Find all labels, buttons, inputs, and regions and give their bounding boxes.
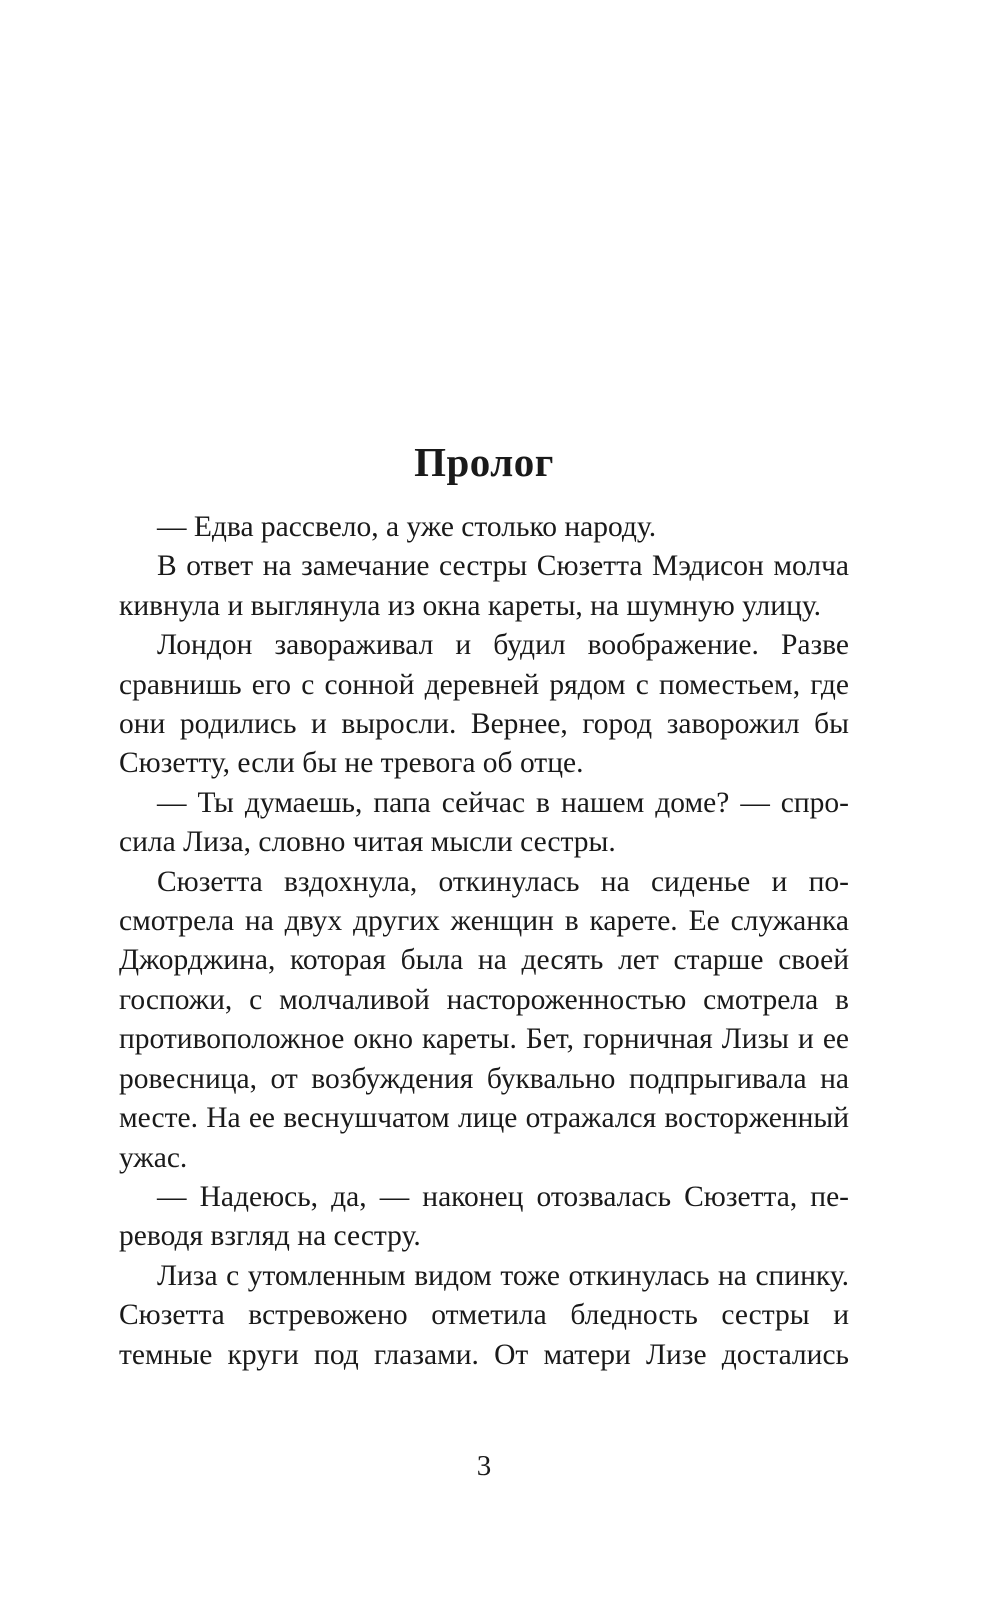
paragraph: — Надеюсь, да, — наконец отозвалась Сюзетта, переводя взгляд на сестру. <box>119 1180 849 1253</box>
text-body <box>119 508 849 1375</box>
paragraph: Лиза с утомленным видом тоже откинулась на спинку. Сюзетта встревожено отметила бледность сестры и темные круги под глазами. От матери Лизе достались <box>119 1259 849 1371</box>
paragraph: Лондон завораживал и будил воображение. Разве сравнишь его с сонной деревней рядом с поместьем, где они родились и выросли. Вернее, город заворожил бы Сюзетту, если бы не тревога об отце. <box>119 629 849 780</box>
page-number: 3 <box>476 1450 492 1482</box>
paragraph: — Едва рассвело, а уже столько народу. <box>157 511 657 543</box>
chapter-title: Пролог <box>414 439 554 485</box>
paragraph: В ответ на замечание сестры Сюзетта Мэдисон молча кивнула и выглянула из окна кареты, на шумную улицу. <box>119 550 849 622</box>
paragraph: Сюзетта вздохнула, откинулась на сиденье и посмотрела на двух других женщин в карете. Ее служанка Джорджина, которая была на десять лет старше своей госпожи, с молчаливой настороженностью смотрела в противоположное окно кареты. Бет, горничная Лизы и ее ровесница, от возбуждения буквально подпрыгивала на месте. На ее веснушчатом лице отражался восторженный ужас. <box>119 865 849 1174</box>
paragraph: — Ты думаешь, папа сейчас в нашем доме? — спросила Лиза, словно читая мысли сестры. <box>119 786 849 859</box>
